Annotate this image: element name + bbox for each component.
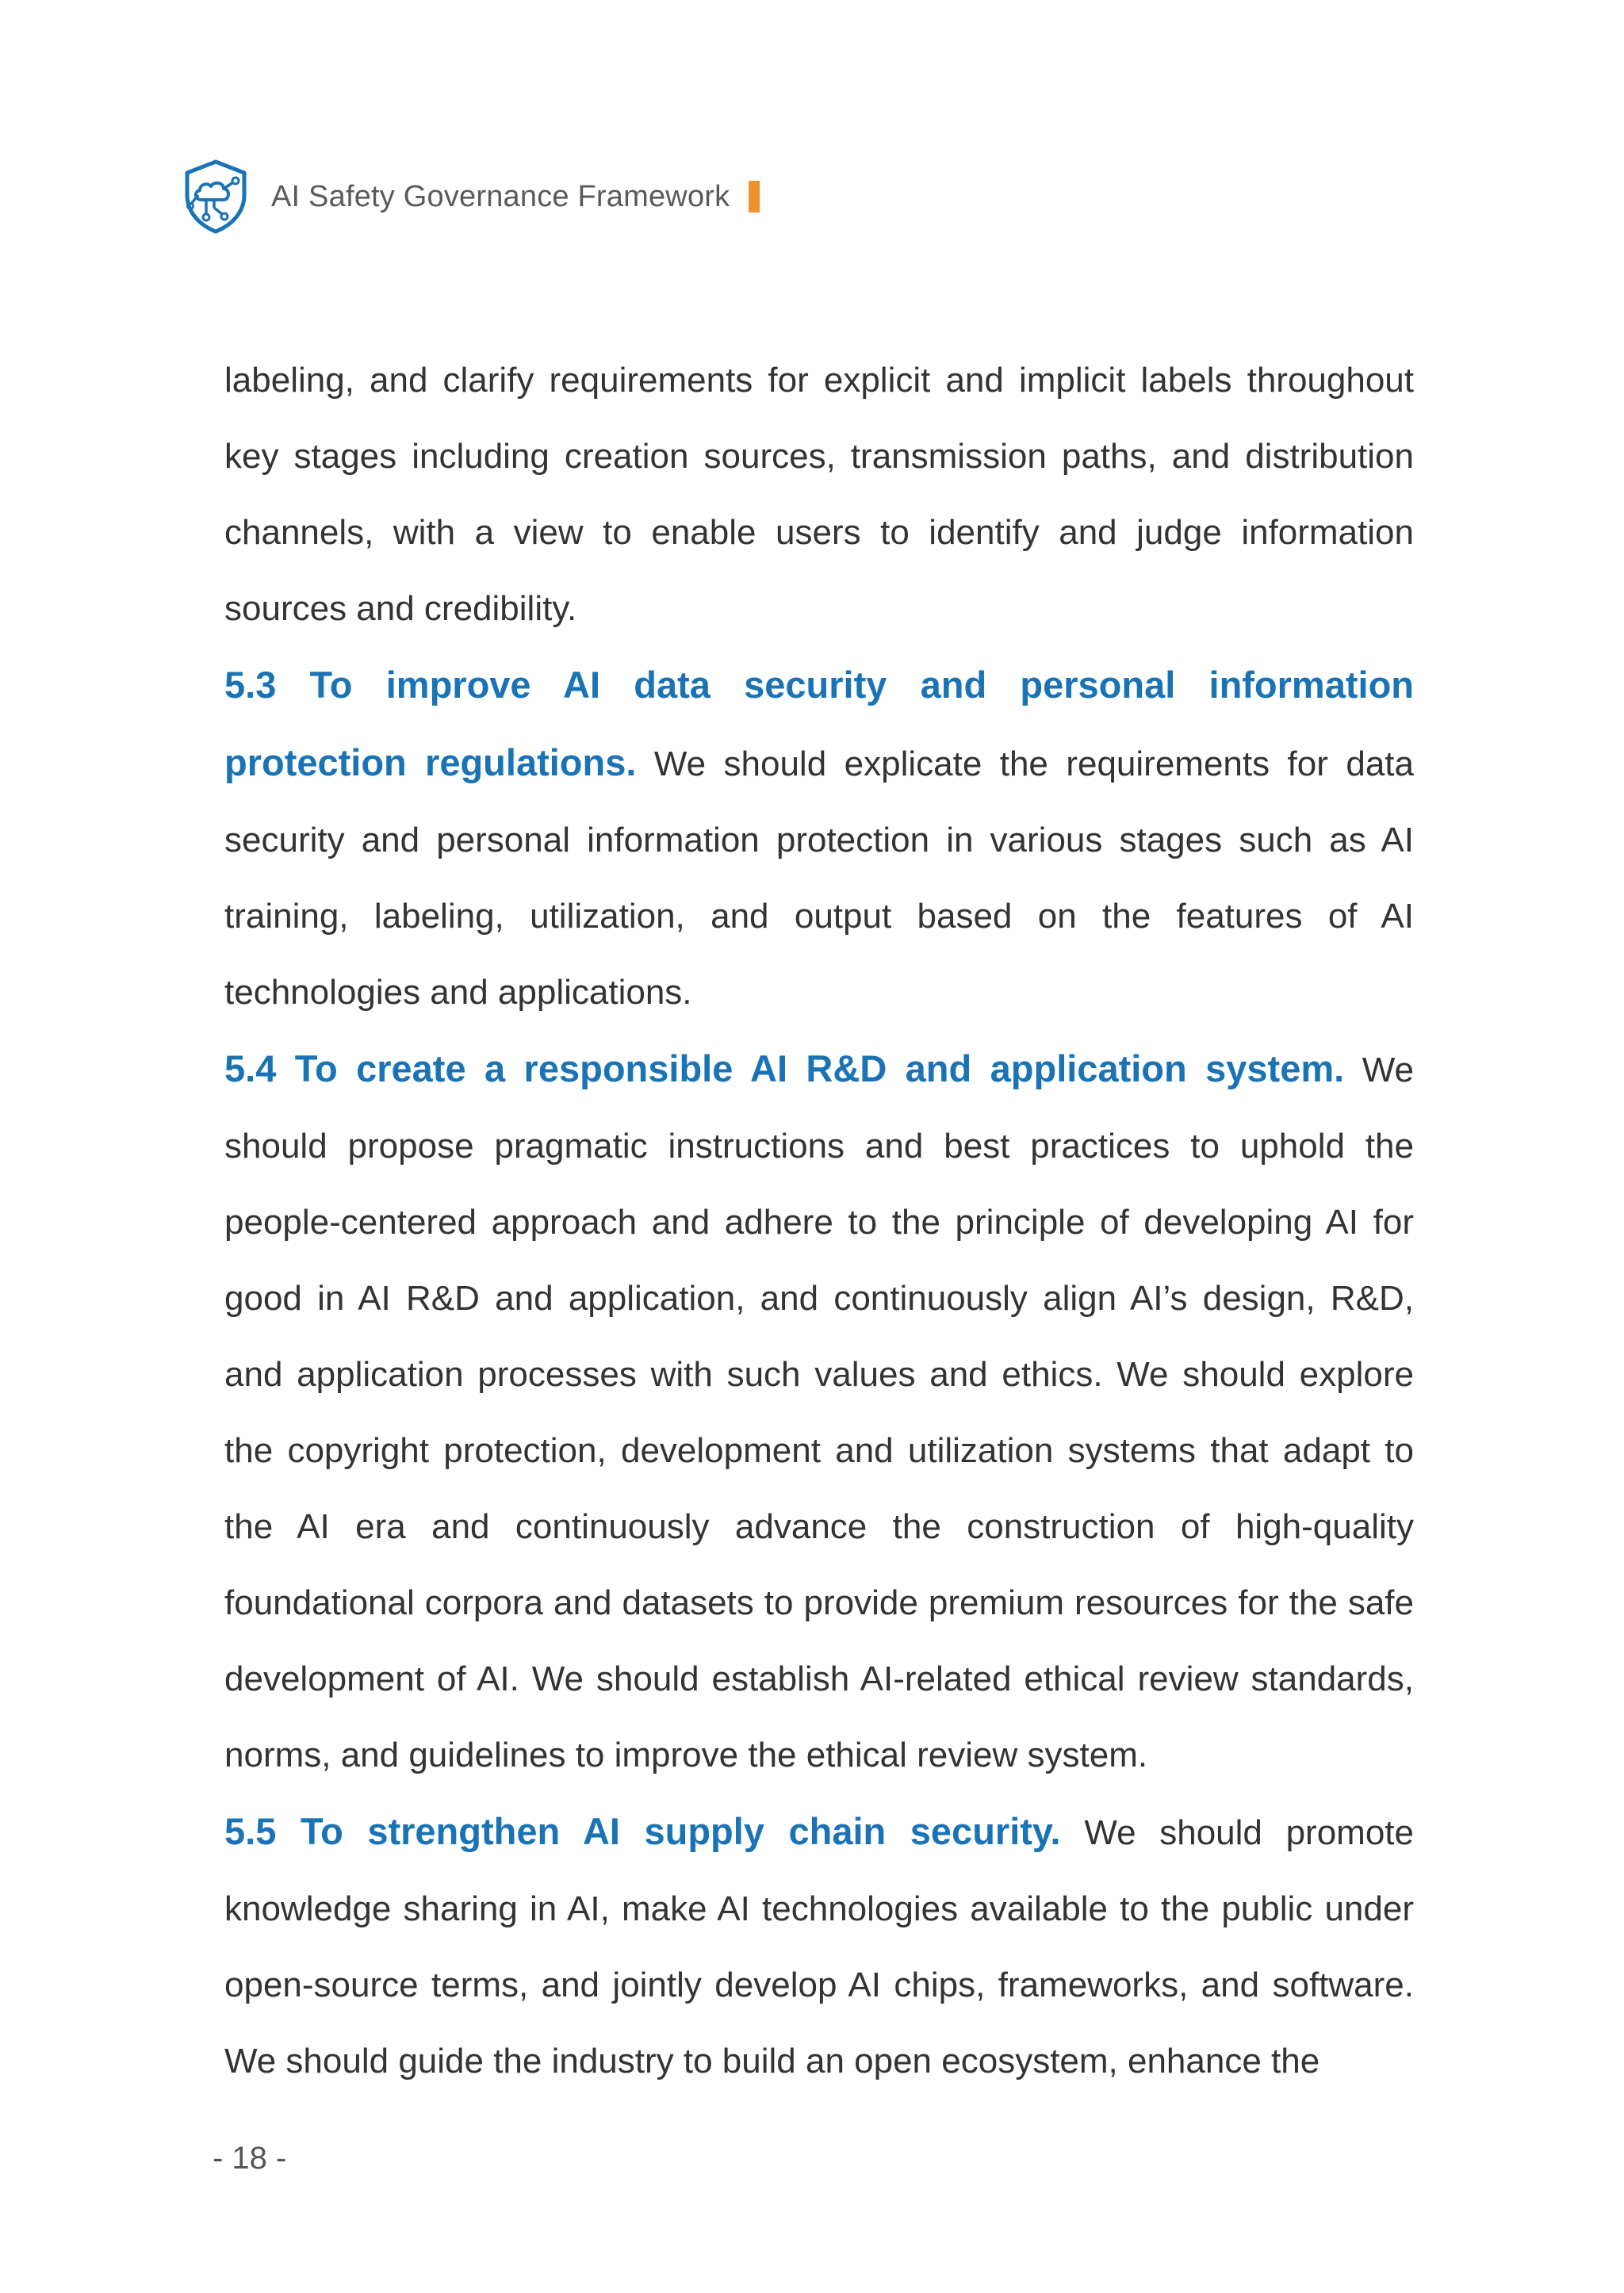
continuation-paragraph: labeling, and clarify requirements for explicit and implicit labels throughout key stages including creation sources, transmission paths, and distribution channels, with a view to enable users to identify and judge information sources and credibility.	[224, 361, 1414, 628]
running-header	[178, 155, 760, 238]
section-5-4	[224, 1031, 1414, 1793]
section-heading: 5.5 To strengthen AI supply chain security.	[224, 1810, 1061, 1852]
section-heading: 5.4 To create a responsible AI R&D and application system.	[224, 1047, 1345, 1089]
page-number: - 18 -	[213, 2141, 287, 2176]
section-text: We should explicate the requirements for data security and personal information protection in various stages such as AI training, labeling, utilization, and output based on the features of AI technologies and applications.	[224, 745, 1414, 1012]
section-5-5	[224, 1793, 1414, 2100]
shield-circuit-icon	[178, 159, 254, 235]
section-text: We should promote knowledge sharing in AI, make AI technologies available to the public under open-source terms, and jointly develop AI chips, frameworks, and software. We should guide the industry to build an open ecosystem, enhance the	[224, 1813, 1414, 2081]
header-accent-bar	[749, 181, 760, 212]
header-title: AI Safety Governance Framework	[271, 179, 730, 213]
section-text: We should propose pragmatic instructions and best practices to uphold the people-centered approach and adhere to the principle of developing AI for good in AI R&D and application, and continuously align AI’s design, R&D, and application processes with such values and ethics. We should explore the copyright protection, development and utilization systems that adapt to the AI era and continuously advance the construction of high-quality foundational corpora and datasets to provide premium resources for the safe development of AI. We should establish AI-related ethical review standards, norms, and guidelines to improve the ethical review system.	[224, 1051, 1414, 1774]
main-content	[224, 343, 1414, 2100]
section-5-3	[224, 647, 1414, 1031]
section-heading: 5.3 To improve AI data security and personal information protection regulations.	[224, 664, 1414, 783]
